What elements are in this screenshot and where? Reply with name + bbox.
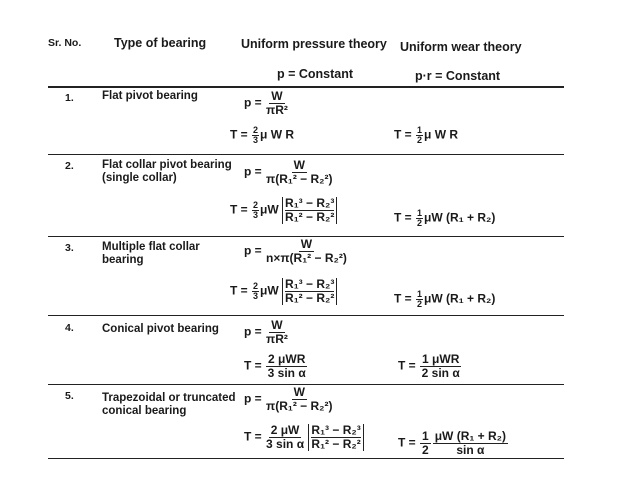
torque-pressure-formula: T = $\frac{2 \mu W}{\text{3 sin α}}$ $\frac{\text{R₁³ − R₂³}}{\text{R₁² − R₂²}}$ [244,424,364,451]
header-type: Type of bearing [114,36,207,50]
torque-pressure-formula: T = $\frac{2}{3}$ μW $\frac{\text{R₁³ − R₂³}}{\text{R₁² − R₂²}}$ [230,197,337,224]
bearing-type: Flat collar pivot bearing (single collar) [102,159,232,184]
pressure-formula: p = $\frac{W}{\text{n×π(R₁² − R₂²)}}$ [244,237,347,265]
row-number: 1. [65,92,74,104]
bearing-type: Conical pivot bearing [102,323,219,335]
torque-wear-formula: T = $\frac{\text{1 μWR}}{\text{2 sin α}}$ [398,352,460,380]
torque-wear-formula: T = $\frac{1}{2}$ μW (R₁ + R₂) [394,208,496,228]
row-number: 5. [65,390,74,402]
bearing-friction-table [48,26,594,462]
row-rule [48,384,564,385]
row-rule [48,315,564,316]
row-number: 2. [65,160,74,172]
bearing-type: Flat pivot bearing [102,90,198,102]
bearing-type: Multiple flat collar bearing [102,241,200,266]
header-wear-sub: p·r = Constant [415,69,501,83]
pressure-formula: p = $\frac{W}{\text{π(R₁² − R₂²)}}$ [244,158,333,186]
torque-wear-formula: T = $\frac{1}{2}$ $\frac{\text{μW (R₁ + R₂)}}{\text{sin α}}$ [398,429,506,457]
row-number: 3. [65,242,74,254]
torque-pressure-formula: T = $\frac{\text{2 μWR}}{\text{3 sin α}}$ [244,352,306,380]
pressure-formula: p = $\frac{W}{\text{πR²}}$ [244,89,288,117]
torque-wear-formula: T = $\frac{1}{2}$ μ W R [394,125,459,145]
torque-pressure-formula: T = $\frac{2}{3}$ μW $\frac{\text{R₁³ − R₂³}}{\text{R₁² − R₂²}}$ [230,278,337,305]
torque-wear-formula: T = $\frac{1}{2}$ μW (R₁ + R₂) [394,289,496,309]
bearing-type: Trapezoidal or truncated conical bearing [102,392,236,417]
header-sr-no: Sr. No. [48,37,82,49]
torque-pressure-formula: T = $\frac{2}{3}$ μ W R [230,125,295,145]
header-rule [48,86,564,88]
pressure-formula: p = $\frac{W}{\text{π(R₁² − R₂²)}}$ [244,385,333,413]
bottom-rule [48,458,564,459]
pressure-formula: p = $\frac{W}{\text{πR²}}$ [244,318,288,346]
header-pressure-sub: p = Constant [277,67,354,81]
row-number: 4. [65,322,74,334]
row-rule [48,154,564,155]
header-wear: Uniform wear theory [400,40,522,54]
header-pressure: Uniform pressure theory [241,37,387,51]
